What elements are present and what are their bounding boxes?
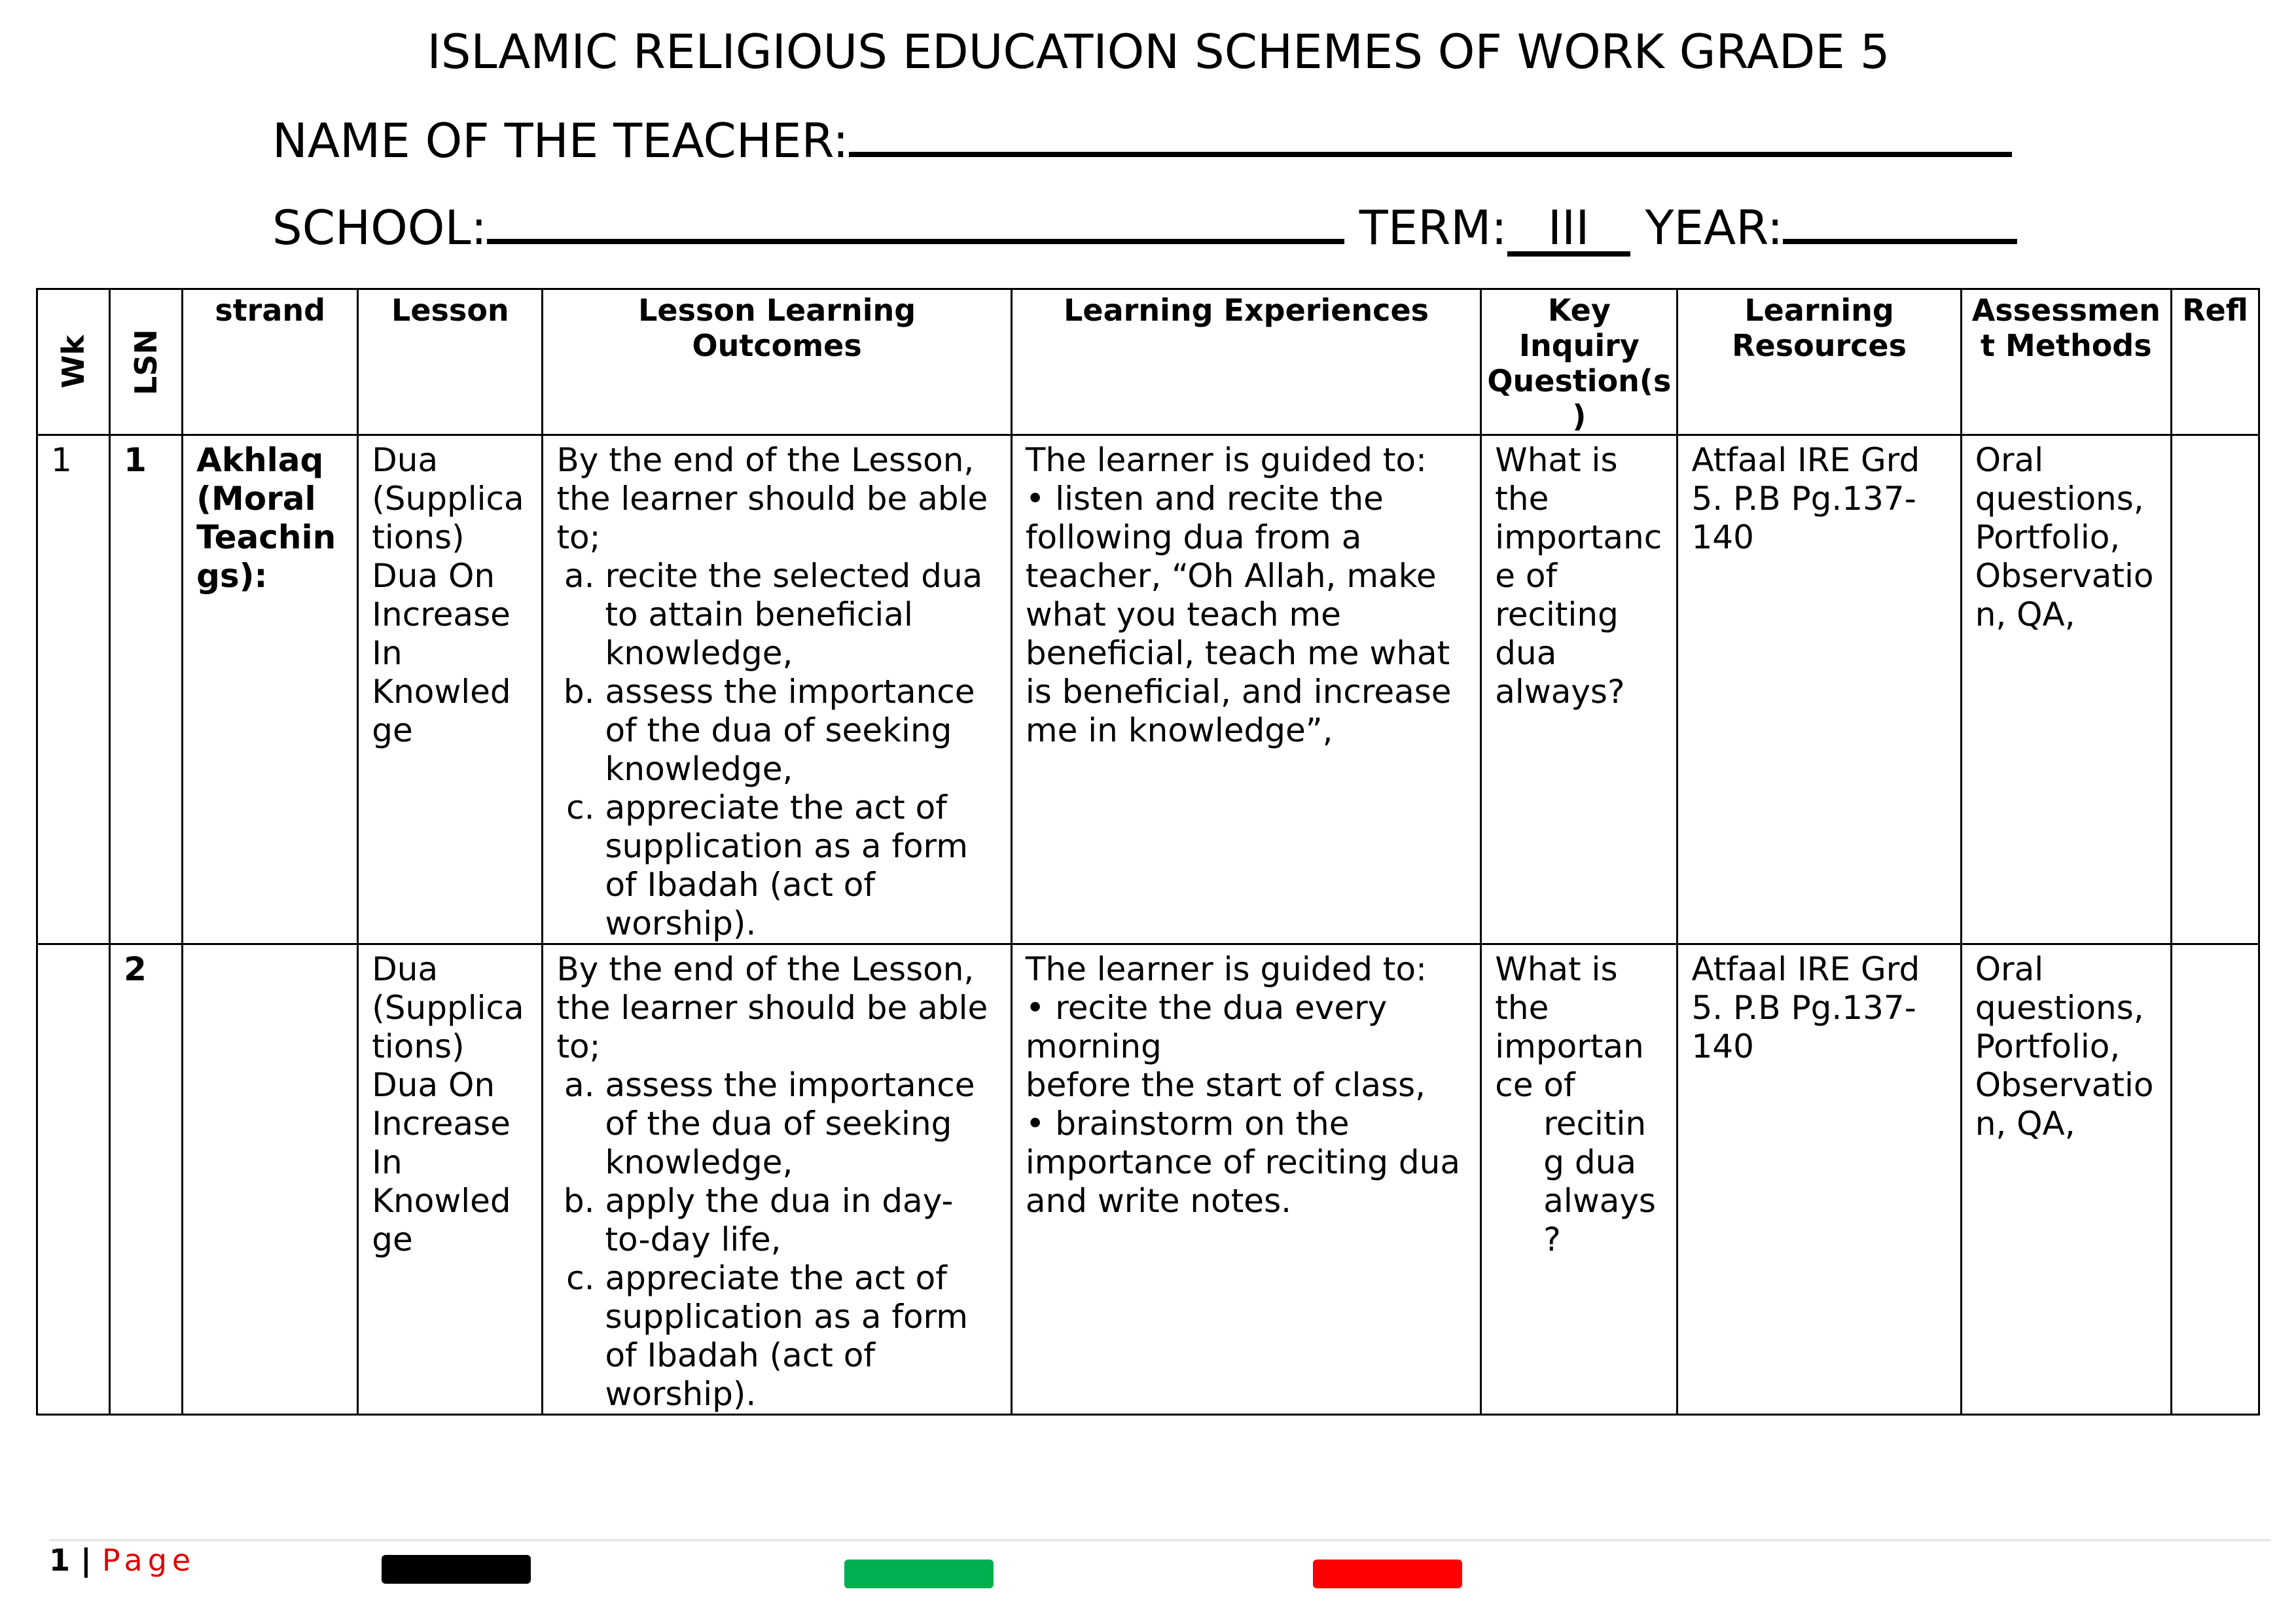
cell-lesson: Dua (Supplications) Dua On Increase In Knowledge: [358, 435, 543, 944]
black-color-bar: [382, 1555, 531, 1584]
experience-item: • listen and recite the following dua from a teacher, “Oh Allah, make what you teach me beneficial, teach me what is beneficial, and increase me in knowledge”,: [1025, 480, 1452, 749]
school-term-year-line: [272, 198, 2017, 257]
outcomes-intro: By the end of the Lesson, the learner should be able to;: [556, 950, 988, 1065]
header-strand: strand: [183, 289, 358, 435]
footer-divider: [49, 1539, 2271, 1541]
page-number: 1: [49, 1543, 71, 1578]
page-separator: |: [70, 1543, 102, 1578]
cell-outcomes: [543, 944, 1011, 1415]
table-row: [37, 944, 2259, 1415]
experience-item: before the start of class,: [1025, 1066, 1426, 1104]
cell-refl: [2171, 435, 2259, 944]
green-color-bar: [844, 1560, 994, 1588]
header-outcomes: Lesson Learning Outcomes: [543, 289, 1011, 435]
page-number-footer: [49, 1542, 196, 1578]
experiences-intro: The learner is guided to:: [1025, 441, 1427, 479]
teacher-line: [272, 111, 2012, 170]
outcome-item: b. assess the importance of the dua of seeking knowledge,: [605, 673, 997, 789]
cell-wk: [37, 944, 110, 1415]
teacher-name-blank[interactable]: [849, 113, 2012, 157]
header-resources: Learning Resources: [1677, 289, 1961, 435]
header-lesson: Lesson: [358, 289, 543, 435]
header-experiences: Learning Experiences: [1011, 289, 1480, 435]
cell-wk: 1: [37, 435, 110, 944]
inquiry-part: reciting dua always ?: [1543, 1105, 1656, 1258]
outcome-item: c. appreciate the act of supplication as a form of Ibadah (act of worship).: [605, 789, 997, 943]
cell-assessment: Oral questions, Portfolio, Observation, QA,: [1961, 435, 2171, 944]
document-title: ISLAMIC RELIGIOUS EDUCATION SCHEMES OF WORK GRADE 5: [427, 24, 1890, 79]
cell-resources: Atfaal IRE Grd 5. P.B Pg.137-140: [1677, 944, 1961, 1415]
cell-lesson: Dua (Supplications) Dua On Increase In Knowledge: [358, 944, 543, 1415]
year-label: YEAR:: [1645, 200, 1784, 255]
red-color-bar: [1313, 1560, 1462, 1588]
cell-experiences: [1011, 944, 1480, 1415]
outcome-item: b. apply the dua in day-to-day life,: [605, 1182, 997, 1259]
header-inquiry: Key Inquiry Question(s): [1481, 289, 1677, 435]
cell-experiences: [1011, 435, 1480, 944]
schemes-of-work-table: [36, 288, 2260, 1416]
header-refl: Refl: [2171, 289, 2259, 435]
header-wk: Wk: [37, 289, 110, 435]
school-label: SCHOOL:: [272, 200, 487, 255]
experiences-intro: The learner is guided to:: [1025, 950, 1427, 988]
cell-lsn: 2: [110, 944, 183, 1415]
cell-resources: Atfaal IRE Grd 5. P.B Pg.137-140: [1677, 435, 1961, 944]
term-value: III: [1507, 204, 1630, 257]
outcomes-list: [556, 557, 997, 943]
table-row: [37, 435, 2259, 944]
school-name-blank[interactable]: [487, 200, 1344, 244]
cell-lsn: 1: [110, 435, 183, 944]
cell-inquiry: [1481, 944, 1677, 1415]
cell-inquiry: What is the importance of reciting dua always?: [1481, 435, 1677, 944]
term-label: TERM:: [1359, 200, 1507, 255]
outcome-item: c. appreciate the act of supplication as a form of Ibadah (act of worship).: [605, 1259, 997, 1414]
cell-strand: [183, 944, 358, 1415]
outcome-item: a. recite the selected dua to attain beneficial knowledge,: [605, 557, 997, 673]
cell-refl: [2171, 944, 2259, 1415]
outcome-item: a. assess the importance of the dua of seeking knowledge,: [605, 1066, 997, 1182]
table-header-row: [37, 289, 2259, 435]
header-assessment: Assessment Methods: [1961, 289, 2171, 435]
cell-strand: Akhlaq (Moral Teachings):: [183, 435, 358, 944]
cell-assessment: Oral questions, Portfolio, Observation, QA,: [1961, 944, 2171, 1415]
experience-item: • recite the dua every morning: [1025, 989, 1388, 1065]
inquiry-part: What is the importan ce of: [1495, 950, 1644, 1104]
header-lsn: LSN: [110, 289, 183, 435]
outcomes-intro: By the end of the Lesson, the learner should be able to;: [556, 441, 988, 556]
outcomes-list: [556, 1066, 997, 1414]
page-label: Page: [101, 1543, 196, 1578]
cell-outcomes: [543, 435, 1011, 944]
experience-item: • brainstorm on the importance of reciting dua and write notes.: [1025, 1105, 1460, 1220]
teacher-label: NAME OF THE TEACHER:: [272, 113, 849, 168]
year-blank[interactable]: [1783, 200, 2017, 244]
